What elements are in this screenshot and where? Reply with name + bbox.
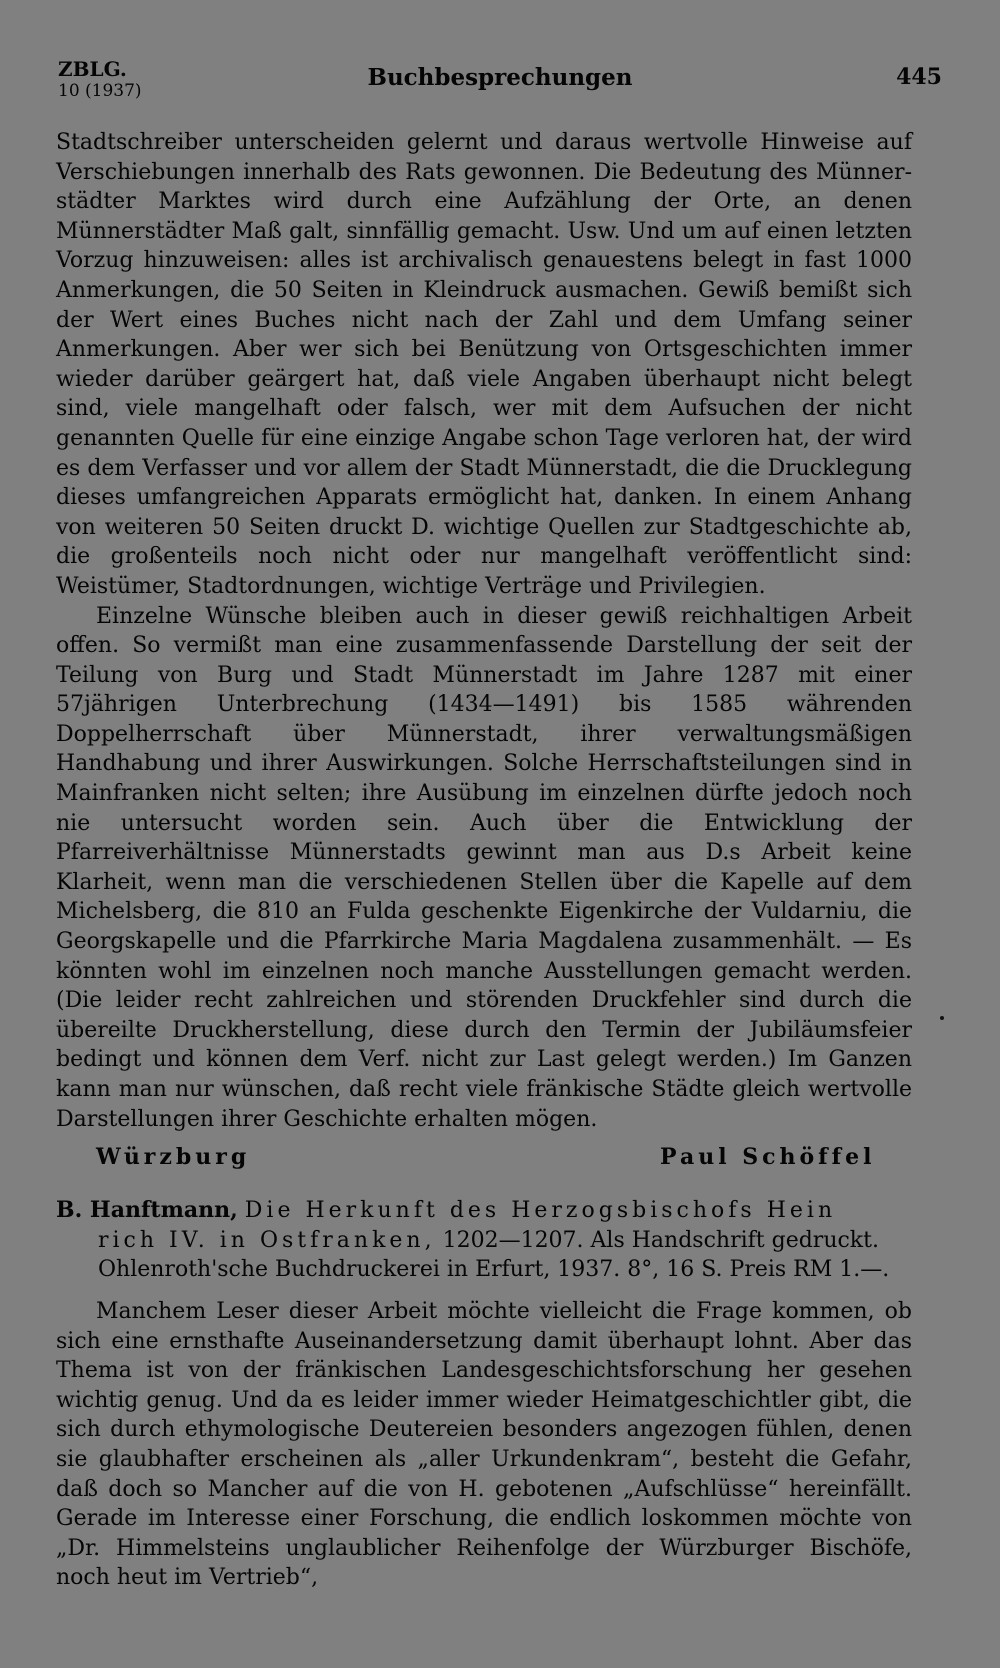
journal-abbreviation: ZBLG. (58, 57, 127, 81)
reviewed-publication-note: 1202—1207. Als Handschrift gedruckt. (442, 1227, 879, 1253)
reviewed-title-part-2: rich IV. in Ostfranken, (98, 1227, 436, 1253)
margin-dot (940, 1016, 944, 1020)
reviewed-publisher-line: Ohlenroth'sche Buchdruckerei in Erfurt, 1937. 8°, 16 S. Preis RM 1.—. (98, 1257, 890, 1283)
page-body (56, 128, 912, 1593)
reviewed-title-part-1: Die Herkunft des Herzogsbischofs Hein (244, 1198, 837, 1224)
reviewed-author: B. Hanftmann, (56, 1197, 238, 1224)
review-heading-line-2 (56, 1226, 912, 1256)
signature-place: Würzburg (96, 1144, 251, 1171)
paragraph-continuation: Stadtschreiber unterscheiden gelernt und daraus wertvolle Hinweise auf Verschiebungen innerhalb des Rats gewonnen. Die Bedeutung des Münnerstädter Marktes wird durch eine Aufzählung der Orte, an denen Münnerstädter Maß galt, sinnfällig gemacht. Usw. Und um auf einen letzten Vorzug hinzuweisen: alles ist archivalisch genauestens belegt in fast 1000 Anmerkungen, die 50 Seiten in Kleindruck ausmachen. Gewiß bemißt sich der Wert eines Buches nicht nach der Zahl und dem Umfang seiner Anmerkungen. Aber wer sich bei Benützung von Ortsgeschichten immer wieder darüber geärgert hat, daß viele Angaben überhaupt nicht belegt sind, viele mangelhaft oder falsch, wer mit dem Aufsuchen der nicht genannten Quelle für eine einzige Angabe schon Tage verloren hat, der wird es dem Verfasser und vor allem der Stadt Münnerstadt, die die Drucklegung dieses umfangreichen Apparats ermöglicht hat, danken. In einem Anhang von weiteren 50 Seiten druckt D. wichtige Quellen zur Stadtgeschichte ab, die großenteils noch nicht oder nur mangelhaft veröffentlicht sind: Weistümer, Stadtordnungen, wichtige Verträge und Privilegien. (56, 130, 912, 599)
review-paragraph: Manchem Leser dieser Arbeit möchte vielleicht die Frage kommen, ob sich eine ernsthafte Auseinandersetzung damit überhaupt lohnt. Aber das Thema ist von der fränkischen Landesgeschichtsforschung her gesehen wichtig genug. Und da es leider immer wieder Heimatgeschichtler gibt, die sich durch ethymologische Deutereien besonders angezogen fühlen, denen sie glaubhafter erscheinen als „aller Urkundenkram“, besteht die Gefahr, daß doch so Mancher auf die von H. gebotenen „Aufschlüsse“ hereinfällt. Gerade im Interesse einer Forschung, die endlich loskommen möchte von „Dr. Himmelsteins unglaublicher Reihenfolge der Würzburger Bischöfe, noch heut im Vertrieb“, (56, 1298, 912, 1591)
journal-volume: 10 (1937) (58, 81, 142, 101)
page-number: 445 (896, 64, 942, 90)
paragraph-critique: Einzelne Wünsche bleiben auch in dieser gewiß reichhaltigen Arbeit offen. So vermißt man eine zusammenfassende Darstellung der seit der Teilung von Burg und Stadt Münnerstadt im Jahre 1287 mit einer 57jährigen Unterbrechung (1434—1491) bis 1585 währenden Doppelherrschaft über Münnerstadt, ihrer verwaltungsmäßigen Handhabung und ihrer Auswirkungen. Solche Herrschaftsteilungen sind in Mainfranken nicht selten; ihre Ausübung im einzelnen dürfte jedoch noch nie untersucht worden sein. Auch über die Entwicklung der Pfarreiverhältnisse Münnerstadts gewinnt man aus D.s Arbeit keine Klarheit, wenn man die verschiedenen Stellen über die Kapelle auf dem Michelsberg, die 810 an Fulda geschenkte Eigenkirche der Vuldarniu, die Georgskapelle und die Pfarrkirche Maria Magdalena zusammenhält. — Es könnten wohl im einzelnen noch manche Ausstellungen gemacht werden. (Die leider recht zahlreichen und störenden Druckfehler sind durch die übereilte Druckherstellung, diese durch den Termin der Jubiläumsfeier bedingt und können dem Verf. nicht zur Last gelegt werden.) Im Ganzen kann man nur wünschen, daß recht viele fränkische Städte gleich wertvolle Darstellungen ihrer Geschichte erhalten mögen. (56, 603, 912, 1132)
signature-author: Paul Schöffel (660, 1144, 876, 1171)
review-body (56, 1297, 912, 1593)
page-header (58, 58, 942, 108)
running-title: Buchbesprechungen (367, 64, 633, 91)
review-heading (56, 1196, 912, 1285)
review-heading-line-1 (56, 1196, 912, 1226)
review-signature (56, 1144, 912, 1174)
